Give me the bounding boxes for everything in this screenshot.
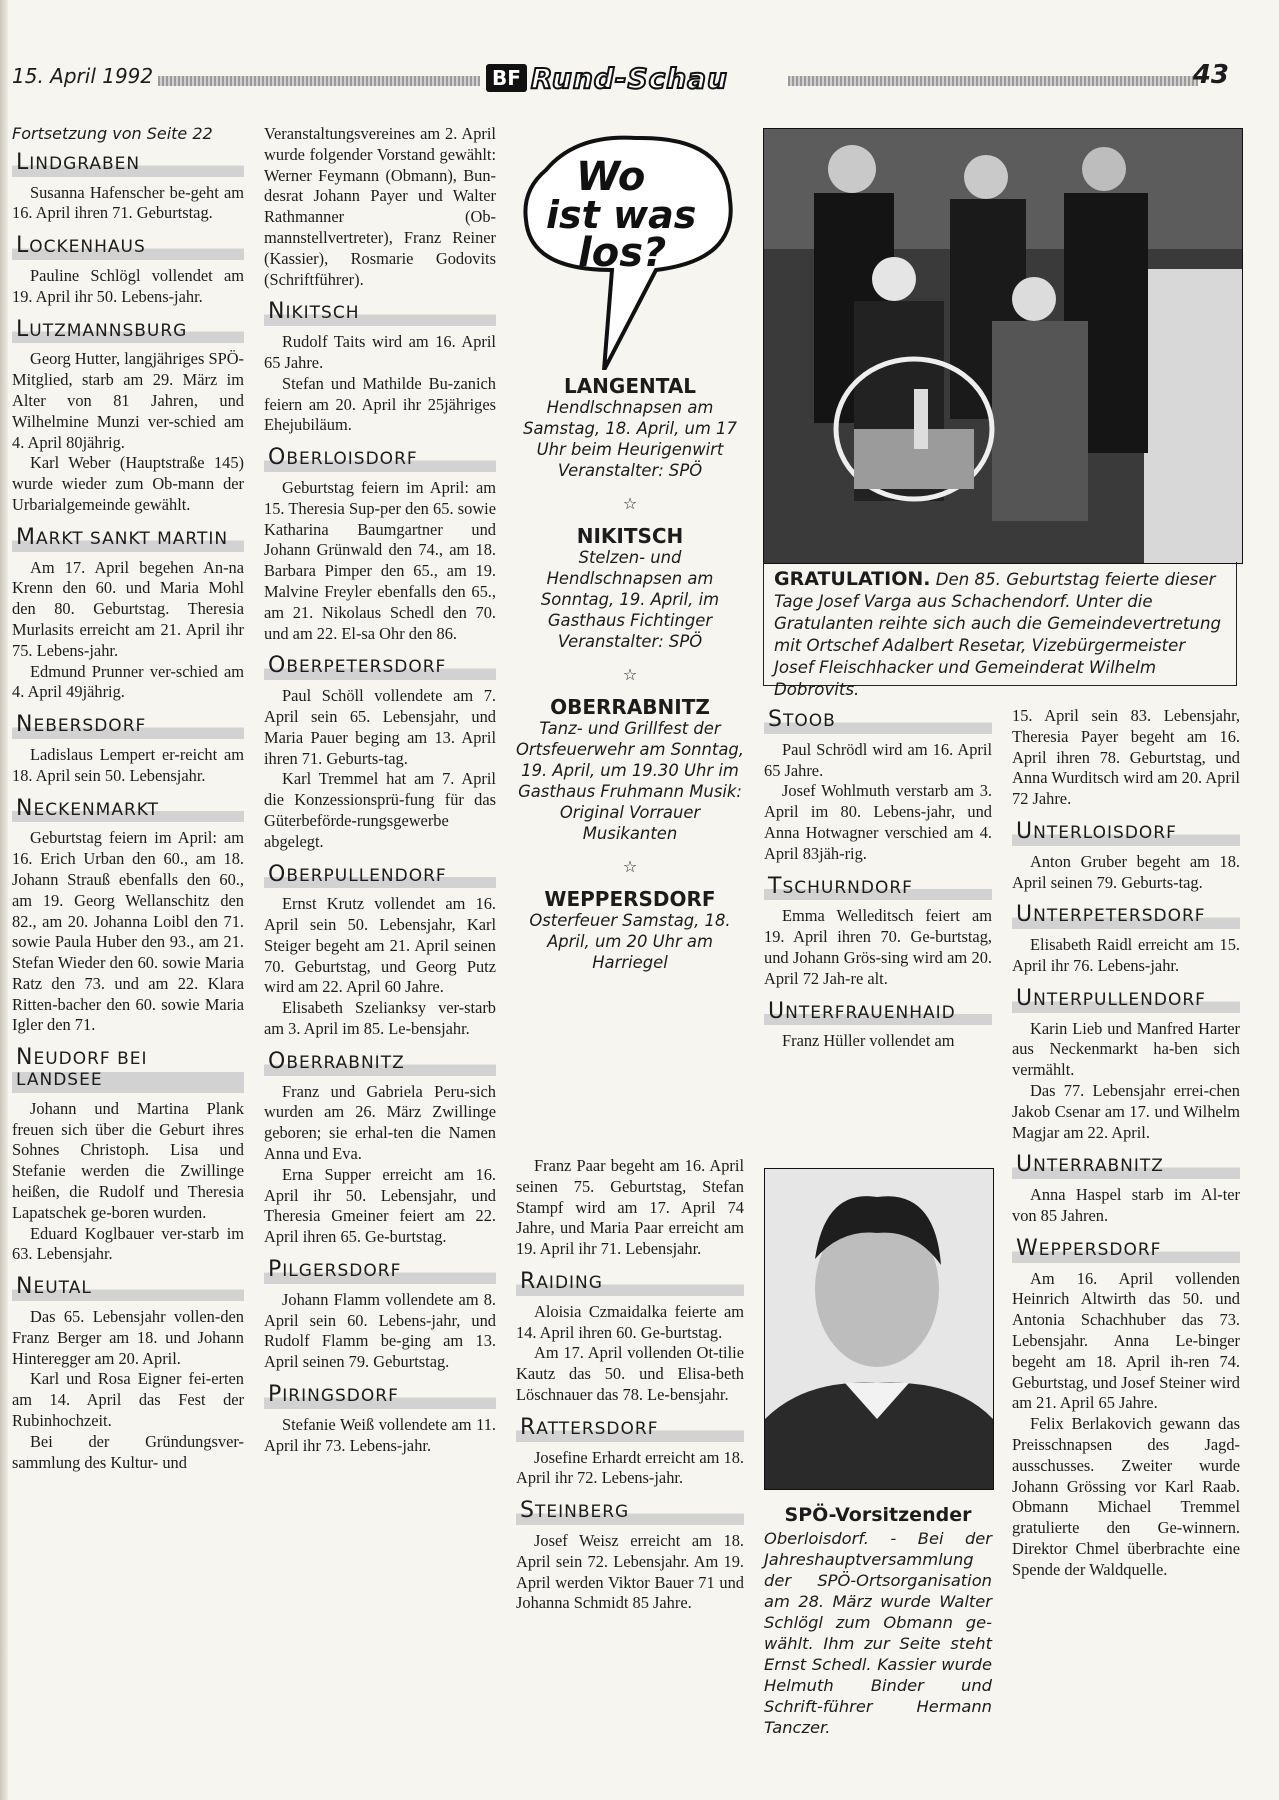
- article-paragraph: Franz Hüller vollendet am: [782, 1031, 955, 1051]
- event-place-nikitsch: NIKITSCH: [576, 524, 684, 548]
- heading-initial-letter: U: [1016, 985, 1034, 1011]
- article-paragraph: Karl Weber (Hauptstraße 145) wurde wieder zum Ob-mann der Urbarialgemeinde gewählt.: [12, 453, 244, 514]
- heading-initial-letter: U: [1016, 902, 1034, 928]
- event-details: Tanz- und Grillfest der Ortsfeuerwehr am Sonntag, 19. April, um 19.30 Uhr im Gasthaus Fruhmann Musik: Original Vorrauer Musikanten: [516, 719, 745, 843]
- continuation-note: Fortsetzung von Seite 22: [12, 124, 213, 143]
- article-paragraph: Karin Lieb und Manfred Harter aus Neckenmarkt ha-ben sich vermählt.: [1012, 1018, 1240, 1080]
- heading-initial-letter: N: [16, 1045, 34, 1071]
- place-heading-raiding: RAIDING: [516, 1270, 744, 1296]
- heading-initial-letter: T: [768, 873, 783, 899]
- place-heading-unterpetersdorf: UNTERPETERSDORF: [1012, 903, 1240, 929]
- place-heading-unterfrauenhaid: UNTERFRAUENHAID: [764, 1000, 992, 1026]
- bubble-text-line-3: los?: [578, 230, 667, 276]
- place-heading-lindgraben: LINDGRABEN: [12, 151, 244, 177]
- page-header: [8, 60, 1233, 96]
- article-paragraph: Pauline Schlögl vollendet am 19. April ihr 50. Lebens-jahr.: [12, 265, 244, 306]
- heading-initial-letter: O: [268, 653, 287, 679]
- article-paragraph: Eduard Koglbauer ver-starb im 63. Lebensjahr.: [12, 1223, 244, 1264]
- masthead-logo: [486, 62, 728, 94]
- article-paragraph: Josef Weisz erreicht am 18. April sein 72. Lebensjahr. Am 19. April werden Viktor Bauer 71 und Johanna Schmidt 85 Jahre.: [516, 1530, 744, 1613]
- heading-initial-letter: U: [1016, 818, 1034, 844]
- article-paragraph: Geburtstag feiern im April: am 15. Theresia Sup-per den 65. sowie Katharina Baumgartner und Johann Grünwald den 74., am 18. Barbara Pimper den 65., am 19. Malvine Freyler ebenfalls den 65., am 21. Nikolaus Schedl den 70. und am 22. El-sa Ohr den 86.: [264, 477, 496, 643]
- heading-initial-letter: L: [16, 233, 30, 259]
- place-heading-nikitsch: NIKITSCH: [264, 300, 496, 326]
- heading-initial-letter: O: [268, 445, 287, 471]
- heading-initial-letter: O: [268, 1048, 287, 1074]
- place-heading-neckenmarkt: NECKENMARKT: [12, 797, 244, 823]
- event-place-weppersdorf: WEPPERSDORF: [544, 887, 716, 911]
- column-2: [264, 124, 496, 1456]
- place-heading-stoob: STOOB: [764, 708, 992, 734]
- article-paragraph: Karl und Rosa Eigner fei-erten am 14. April das Fest der Rubinhochzeit.: [12, 1369, 244, 1431]
- bubble-text-line-1: Wo: [576, 154, 646, 200]
- heading-initial-letter: N: [16, 1274, 34, 1300]
- article-paragraph: Bei der Gründungsver-sammlung des Kultur- und: [12, 1431, 244, 1472]
- heading-initial-letter: S: [520, 1498, 535, 1524]
- place-heading-neudorf-bei-landsee: NEUDORF BEI LANDSEE: [12, 1046, 244, 1093]
- article-paragraph: Am 17. April begehen An-na Krenn den 60. und Maria Mohl den 80. Geburtstag. Theresia Murlasits erreicht am 21. April ihr 75. Lebens-jahr.: [12, 557, 244, 660]
- place-heading-unterpullendorf: UNTERPULLENDORF: [1012, 987, 1240, 1013]
- article-paragraph: Stefanie Weiß vollendete am 11. April ihr 73. Lebens-jahr.: [264, 1414, 496, 1455]
- article-paragraph: Am 17. April vollenden Ot-tilie Kautz das 50. und Elisa-beth Löschnauer das 78. Le-bensjahr.: [516, 1343, 744, 1404]
- event-details: Stelzen- und Hendlschnapsen am Sonntag, 19. April, im Gasthaus Fichtinger Veranstalter: SPÖ: [540, 548, 720, 651]
- star-separator: ☆: [622, 857, 638, 876]
- article-paragraph: Am 16. April vollenden Heinrich Altwirth das 50. und Antonia Schachhuber das 73. Lebensjahr. Anna Le-binger begeht am 18. April ih-ren 74. Geburtstag, und Josef Steiner wird am 21. April 65 Jahre.: [1012, 1268, 1240, 1413]
- speech-bubble-graphic: [516, 130, 742, 370]
- article-paragraph: Ernst Krutz vollendet am 16. April sein 50. Lebensjahr, Karl Steiger begeht am 21. April seinen 70. Geburtstag, und Georg Putz wird am 22. April 60 Jahre.: [264, 894, 496, 997]
- article-paragraph: Emma Welleditsch feiert am 19. April ihren 70. Ge-burtstag, und Johann Grös-sing wird am 20. April 72 Jah-re alt.: [764, 906, 992, 988]
- portrait-caption-text: Oberloisdorf. - Bei der Jahreshauptversammlung der SPÖ-Ortsorganisation am 28. März wurde Walter Schlögl zum Obmann ge-wählt. Ihm zur Seite steht Ernst Schedl. Kassier wurde Helmuth Binder und Schrift-führer Hermann Tanczer.: [764, 1529, 992, 1737]
- place-heading-tschurndorf: TSCHURNDORF: [764, 875, 992, 901]
- place-heading-markt-sankt-martin: MARKT SANKT MARTIN: [12, 526, 244, 552]
- article-paragraph: Ladislaus Lempert er-reicht am 18. April sein 50. Lebensjahr.: [12, 744, 244, 785]
- article-paragraph: Elisabeth Raidl erreicht am 15. April ihr 76. Lebens-jahr.: [1012, 935, 1240, 975]
- caption-lead: GRATULATION.: [774, 568, 931, 590]
- article-paragraph: 15. April sein 83. Lebensjahr, Theresia Payer begeht am 16. April ihren 78. Geburtstag, und Anna Wurditsch wird am 20. April 72 Jahre.: [1012, 706, 1240, 809]
- article-paragraph: Felix Berlakovich gewann das Preisschnapsen des Jagd-ausschusses. Zweiter wurde Johann Grössing vor Karl Raab. Obmann Michael Tremmel gratulierte den Ge-winnern. Direktor Chmel überbrachte eine Spende der Waldquelle.: [1012, 1414, 1240, 1579]
- place-heading-piringsdorf: PIRINGSDORF: [264, 1383, 496, 1409]
- heading-initial-letter: U: [768, 998, 786, 1024]
- article-paragraph: Rudolf Taits wird am 16. April 65 Jahre.: [264, 332, 496, 372]
- article-paragraph: Das 65. Lebensjahr vollen-den Franz Berger am 18. und Johann Hinteregger am 20. April.: [12, 1307, 244, 1368]
- heading-initial-letter: M: [16, 524, 36, 550]
- article-paragraph: Josefine Erhardt erreicht am 18. April ihr 72. Lebens-jahr.: [516, 1447, 744, 1488]
- caption-text: Den 85. Geburtstag feierte dieser Tage Josef Varga aus Schachendorf. Unter die Gratulanten reihte sich auch die Gemeindevertretung mit Ortschef Adalbert Resetar, Vizebürgermeister Josef Fleischhacker und Gemeinderat Wilhelm Dobrovits.: [774, 570, 1221, 699]
- place-heading-pilgersdorf: PILGERSDORF: [264, 1258, 496, 1284]
- heading-initial-letter: S: [768, 707, 783, 732]
- place-heading-oberloisdorf: OBERLOISDORF: [264, 446, 496, 472]
- place-heading-rattersdorf: RATTERSDORF: [516, 1416, 744, 1442]
- logo-rundschau-title: Rund-Schau: [530, 61, 728, 95]
- article-paragraph: Georg Hutter, langjähriges SPÖ-Mitglied, starb am 29. März im Alter von 81 Jahren, und Wilhelmine Munzi ver-schied am 4. April 80jährig.: [12, 349, 244, 452]
- article-paragraph: Paul Schöll vollendete am 7. April sein 65. Lebensjahr, und Maria Pauer beging am 13. April ihren 71. Geburts-tag.: [264, 686, 496, 768]
- place-heading-neutal: NEUTAL: [12, 1275, 244, 1301]
- article-paragraph: Karl Tremmel hat am 7. April die Konzessionsprü-fung für das Güterbeförde-rungsgewerbe abgelegt.: [264, 769, 496, 851]
- place-heading-lutzmannsburg: LUTZMANNSBURG: [12, 318, 244, 344]
- heading-initial-letter: O: [268, 861, 287, 887]
- logo-bf-badge: BF: [486, 64, 527, 92]
- column-4: [764, 706, 992, 1052]
- heading-initial-letter: R: [520, 1414, 537, 1440]
- group-photo-image: [764, 129, 1242, 563]
- heading-initial-letter: L: [16, 316, 30, 342]
- heading-initial-letter: U: [1016, 1152, 1034, 1178]
- heading-initial-letter: P: [268, 1257, 283, 1283]
- article-paragraph: Josef Wohlmuth verstarb am 3. April im 80. Lebens-jahr, und Anna Hotwagner verschied am 4. April 83jäh-rig.: [764, 781, 992, 863]
- group-photo-caption: [763, 562, 1237, 699]
- article-paragraph: Susanna Hafenscher be-geht am 16. April ihren 71. Geburtstag.: [12, 182, 244, 223]
- article-paragraph: Geburtstag feiern im April: am 16. Erich Urban den 60., am 18. Johann Strauß ebenfalls den 60., am 19. Georg Wellanschitz den 82., am 20. Johanna Loibl den 71. sowie Paula Huber den 93., am 21. Stefan Wieder den 60. sowie Maria Ratz den 73. und am 22. Klara Ritten-bacher den 60. sowie Maria Igler den 71.: [12, 828, 244, 1035]
- heading-initial-letter: N: [16, 795, 34, 821]
- heading-initial-letter: N: [16, 712, 34, 738]
- place-heading-oberpullendorf: OBERPULLENDORF: [264, 863, 496, 889]
- heading-initial-letter: W: [1016, 1235, 1039, 1261]
- place-heading-unterrabnitz: UNTERRABNITZ: [1012, 1153, 1240, 1179]
- column-3-lower: [516, 1156, 744, 1614]
- page-number: 43: [1192, 60, 1229, 90]
- heading-initial-letter: L: [16, 149, 30, 175]
- article-paragraph: Franz Paar begeht am 16. April seinen 75. Geburtstag, Stefan Stampf wird am 17. April 74 Jahre, und Maria Paar erreicht am 19. April ihr 71. Lebensjahr.: [516, 1156, 744, 1259]
- event-details: Hendlschnapsen am Samstag, 18. April, um 17 Uhr beim Heurigenwirt Veranstalter: SPÖ: [523, 398, 737, 480]
- place-heading-oberpetersdorf: OBERPETERSDORF: [264, 654, 496, 680]
- event-place-langental: LANGENTAL: [563, 374, 697, 398]
- event-details: Osterfeuer Samstag, 18. April, um 20 Uhr am Harriegel: [529, 911, 731, 972]
- heading-initial-letter: P: [268, 1382, 283, 1408]
- issue-date: 15. April 1992: [12, 64, 154, 88]
- heading-initial-letter: N: [268, 299, 286, 325]
- article-paragraph: Paul Schrödl wird am 16. April 65 Jahre.: [764, 739, 992, 780]
- column-5: [1012, 706, 1240, 1580]
- place-heading-oberrabnitz: OBERRABNITZ: [264, 1050, 496, 1076]
- group-photo: [763, 128, 1243, 564]
- header-rule-right: [788, 76, 1198, 86]
- heading-initial-letter: R: [520, 1268, 537, 1294]
- place-heading-steinberg: STEINBERG: [516, 1499, 744, 1525]
- header-rule-left: [158, 76, 480, 86]
- article-paragraph: Edmund Prunner ver-schied am 4. April 49jährig.: [12, 661, 244, 702]
- portrait-photo-image: [765, 1169, 993, 1489]
- portrait-photo: [764, 1168, 994, 1490]
- page-binding-edge: [0, 0, 8, 1800]
- article-paragraph: Elisabeth Szelianksy ver-starb am 3. April im 85. Le-bensjahr.: [264, 998, 496, 1039]
- article-paragraph: Das 77. Lebensjahr errei-chen Jakob Csenar am 17. und Wilhelm Magjar am 22. April.: [1012, 1080, 1240, 1142]
- article-paragraph: Anna Haspel starb im Al-ter von 85 Jahren.: [1012, 1185, 1240, 1225]
- article-paragraph: Johann und Martina Plank freuen sich über die Geburt ihres Sohnes Christoph. Lisa und Stefanie werden die Zwillinge heißen, die Rudolf und Theresia Lapatschek ge-boren wurden.: [12, 1098, 244, 1222]
- article-paragraph: Erna Supper erreicht am 16. April ihr 50. Lebensjahr, und Theresia Gmeiner feiert am 22. April ihren 65. Ge-burtstag.: [264, 1164, 496, 1247]
- article-paragraph: Veranstaltungsvereines am 2. April wurde folgender Vorstand gewählt: Werner Feymann (Obmann), Bun-desrat Johann Payer und Walter Rathmanner (Ob-mannstellvertreter), Franz Reiner (Kassier), Rosmarie Godovits (Schriftführer).: [264, 124, 496, 289]
- portrait-caption: [764, 1505, 992, 1738]
- portrait-caption-title: SPÖ-Vorsitzender: [784, 1504, 972, 1526]
- column-1: [12, 124, 244, 1473]
- place-heading-lockenhaus: LOCKENHAUS: [12, 234, 244, 260]
- article-paragraph: Aloisia Czmaidalka feierte am 14. April ihren 60. Ge-burtstag.: [516, 1301, 744, 1342]
- article-paragraph: Franz und Gabriela Peru-sich wurden am 26. März Zwillinge geboren; sie erhal-ten die Namen Anna und Eva.: [264, 1081, 496, 1164]
- article-paragraph: Stefan und Mathilde Bu-zanich feiern am 20. April ihr 25jähriges Ehejubiläum.: [264, 373, 496, 435]
- star-separator: ☆: [622, 665, 638, 684]
- bubble-text-line-2: ist was: [546, 193, 697, 237]
- event-place-oberrabnitz: OBERRABNITZ: [550, 695, 710, 719]
- place-heading-unterloisdorf: UNTERLOISDORF: [1012, 820, 1240, 846]
- place-heading-weppersdorf: WEPPERSDORF: [1012, 1237, 1240, 1263]
- place-heading-nebersdorf: NEBERSDORF: [12, 713, 244, 739]
- article-paragraph: Johann Flamm vollendete am 8. April sein 60. Lebens-jahr, und Rudolf Flamm be-ging am 13. April seinen 79. Geburtstag.: [264, 1289, 496, 1372]
- article-paragraph: Anton Gruber begeht am 18. April seinen 79. Geburts-tag.: [1012, 851, 1240, 892]
- star-separator: ☆: [622, 494, 638, 513]
- events-listing: [516, 370, 744, 973]
